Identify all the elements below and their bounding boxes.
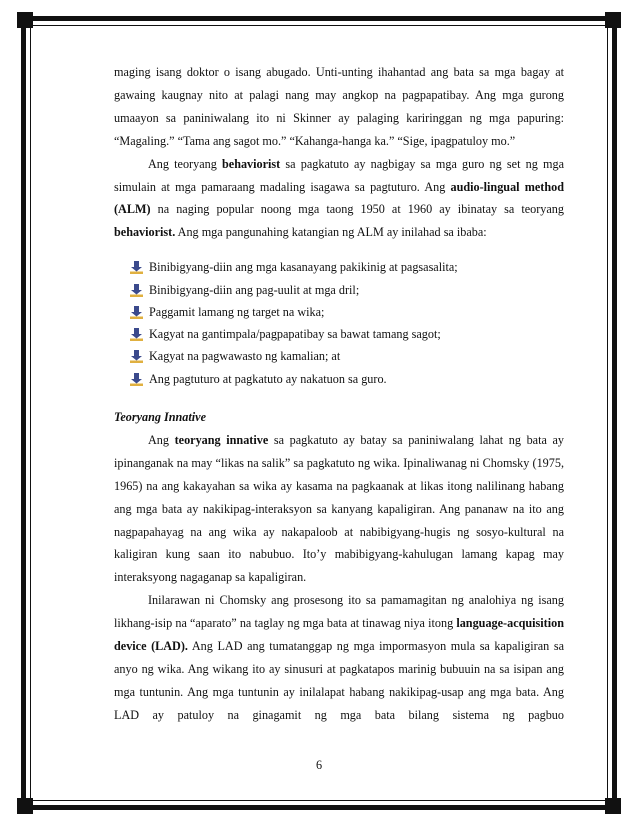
term-alm: audio-lingual method (ALM) (114, 179, 564, 217)
term-behaviorist-2: behaviorist. (114, 225, 176, 240)
paragraph-text: Ang teoryang (148, 156, 222, 171)
list-item (114, 279, 564, 301)
list-item (114, 256, 564, 278)
download-arrow-icon (130, 306, 143, 319)
list-item (114, 368, 564, 390)
list-item-text: Paggamit lamang ng target na wika; (149, 304, 325, 319)
section-title: Teoryang Innative (114, 410, 206, 425)
list-item (114, 301, 564, 323)
paragraph-text: sa pagkatuto ay nagbigay sa mga guro ng set ng mga simulain at mga pamaraang madaling isagawa sa pagtuturo. Ang (114, 156, 564, 194)
list-item-text: Ang pagtuturo at pagkatuto ay nakatuon sa guro. (149, 371, 387, 386)
list-item-text: Kagyat na gantimpala/pagpapatibay sa bawat tamang sagot; (149, 327, 441, 342)
list-item (114, 345, 564, 367)
paragraph-text: na naging popular noong mga taong 1950 at 1960 ay ibinatay sa teoryang (150, 202, 564, 217)
border-corner (17, 12, 33, 28)
list-item-text: Kagyat na pagwawasto ng kamalian; at (149, 349, 341, 364)
paragraph-text: sa pagkatuto ay batay sa paniniwalang lahat ng bata ay ipinanganak na may “likas na salik” sa pagkatuto ng wika. Ipinaliwanag ni Chomsky (1975, 1965) na ang kakayahan sa wika ay kasama na pagkaanak at likas itong nalilinang habang ang mga bata ay nakikipag-interaksyon sa kanyang kapaligiran. Ang pananaw na ito ang nagpapahayag na ang wika ay nakapaloob at nabibigyang-hugis ng sosyo-kultural na kaligiran kung saan ito nabubuo. Ito’y mabibigyang-kahulugan lamang kapag may interaksyong nagaganap sa kapaligiran. (114, 432, 564, 585)
paragraph-lad (114, 589, 564, 726)
download-arrow-icon (130, 328, 143, 341)
download-arrow-icon (130, 350, 143, 363)
term-lad: language-acquisition device (LAD). (114, 616, 564, 654)
list-item (114, 323, 564, 345)
border-corner (17, 798, 33, 814)
paragraph-text: Ang (148, 432, 175, 447)
term-innative: teoryang innative (174, 432, 269, 447)
alm-characteristics-list (114, 256, 564, 390)
list-item-text: Binibigyang-diin ang pag-uulit at mga dril; (149, 282, 360, 297)
paragraph-behaviorist (114, 153, 564, 245)
paragraph-text: maging isang doktor o isang abugado. Unti-unting ihahantad ang bata sa mga bagay at gawaing kaugnay nito at palagi nang may angkop na pagpapatibay. Ang mga gurong umaayon sa paniniwalang ito ni Skinner ay palaging kariringgan ng mga papuring: “Magaling.” “Tama ang sagot mo.” “Kahanga-hanga ka.” “Sige, ipagpatuloy mo.” (114, 65, 564, 148)
list-item-text: Binibigyang-diin ang mga kasanayang pakikinig at pagsasalita; (149, 260, 458, 275)
paragraph-text: Ang mga pangunahing katangian ng ALM ay inilahad sa ibaba: (175, 225, 487, 240)
download-arrow-icon (130, 373, 143, 386)
paragraph-innative (114, 429, 564, 589)
paragraph-skinner (114, 61, 564, 153)
term-behaviorist: behaviorist (222, 156, 281, 171)
paragraph-text: Inilarawan ni Chomsky ang prosesong ito sa pamamagitan ng analohiya ng isang likhang-isip na “aparato” na taglay ng mga bata at tinawag niya itong (114, 593, 564, 631)
page-content (114, 61, 564, 727)
border-corner (605, 12, 621, 28)
download-arrow-icon (130, 284, 143, 297)
download-arrow-icon (130, 261, 143, 274)
border-corner (605, 798, 621, 814)
page-number: 6 (315, 758, 323, 772)
paragraph-text: Ang LAD ang tumatanggap ng mga impormasyon mula sa kapaligiran sa anyo ng wika. Ang wikang ito ay sinusuri at pagkatapos marinig bubuuin na sa isipan ang mga tuntunin. Ang mga tuntunin ay inilalapat habang nakikipag-usap ang mga bata. Ang LAD ay patuloy na ginagamit ng mga bata bilang sistema ng pagbuo (114, 639, 564, 722)
